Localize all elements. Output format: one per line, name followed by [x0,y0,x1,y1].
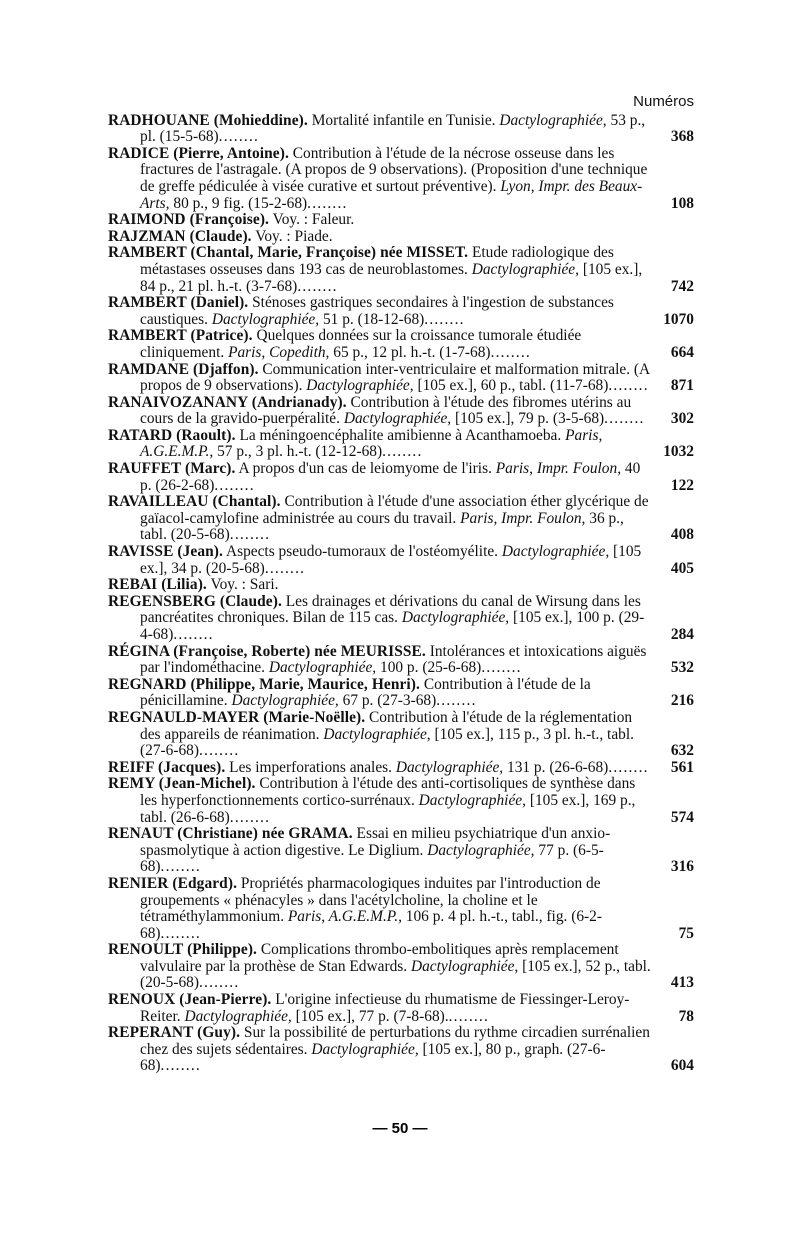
entry-title: Aspects pseudo-tumoraux de l'ostéomyélite. [225,543,499,561]
dot-leader: ........ [608,377,649,395]
entry-author: RENIER (Edgard). [108,874,238,892]
dot-leader: ........ [173,626,214,643]
index-entry [108,992,694,1025]
entry-details: [105 ex.], 84 p., 21 pl. h.-t. (3-7-68) [140,260,643,295]
entry-publisher: Dactylographiée, [410,957,519,975]
entry-title: Contribution à l'étude de la nécrose osseuse dans les fractures de l'astragale. (A propos de 9 observations). (Proposition d'une technique de greffe pédiculée à visée curative et surtout préventive). [140,144,648,195]
entry-publisher: Dactylographiée, [323,725,431,743]
entry-title: Contribution à l'étude de la réglementation des appareils de réanimation. [140,708,633,743]
entry-author: REGNARD (Philippe, Marie, Maurice, Henri). [108,675,420,693]
entry-number: 574 [670,808,694,826]
entry-title: Sur la possibilité de perturbations du rythme circadien surrénalien chez des sujets sédentaires. [140,1024,650,1058]
dot-leader: ........ [307,194,348,212]
entry-title: Mortalité infantile en Tunisie. [311,111,496,129]
dot-leader: ........ [608,758,649,776]
index-entry [108,295,694,328]
entry-number: 216 [670,692,694,710]
entry-title: Les drainages et dérivations du canal de Wirsung dans les pancréatites chroniques. Bilan de 115 cas. [140,592,641,627]
entry-title: Contribution à l'étude d'une association éther glycérique de gaïacol-camylofine administrée au cours du travail. [140,493,649,527]
dot-leader: ........ [264,559,306,577]
entry-number: 1032 [663,443,694,461]
index-entry [108,710,694,760]
index-entry [108,1025,694,1075]
entry-title: La méningoencéphalite amibienne à Acanthamoeba. [239,426,562,444]
index-entry [108,362,694,395]
dot-leader: ........ [436,692,477,710]
dot-leader: ........ [604,410,645,428]
entry-title: Voy. : Sari. [210,576,279,594]
entry-author: REGENSBERG (Claude). [108,592,282,610]
entry-author: RAJZMAN (Claude). [108,227,252,245]
entry-number: 122 [670,476,694,494]
entry-details: [105 ex.], 60 p., tabl. (11-7-68) [417,377,609,395]
entry-publisher: Dactylographiée, [211,310,320,328]
dot-leader: ........ [448,1007,490,1025]
index-entry [108,212,694,229]
index-entry [108,328,694,361]
entry-title: Les imperforations anales. [229,758,392,776]
entry-author: RÉGINA (Françoise, Roberte) née MEURISSE. [108,642,426,660]
dot-leader: ........ [229,526,271,544]
entry-details: 51 p. (18-12-68) [322,310,425,328]
dot-leader: ........ [382,443,423,461]
entry-author: REPERANT (Guy). [108,1024,241,1042]
entry-publisher: Dactylographiée, [306,377,414,395]
entry-number: 108 [670,194,694,212]
dot-leader: ........ [297,277,338,295]
entry-publisher: Dactylographiée, [499,111,607,129]
entry-author: RAUFFET (Marc). [108,460,236,478]
dot-leader: ........ [198,974,240,992]
dot-leader: ........ [198,742,240,760]
index-entry [108,113,694,146]
entry-details: [105 ex.], 100 p. (29-4-68) [140,609,645,643]
entry-list [108,113,694,1075]
index-entry [108,826,694,876]
dot-leader: ........ [424,310,465,328]
entry-number: 664 [670,343,694,361]
entry-title: Propriétés pharmacologiques induites par l'introduction de groupements « phénacyles » dans l'acétylcholine, la choline et le tétraméthylammonium. [140,874,601,926]
entry-author: RAMBERT (Patrice). [108,327,253,345]
entry-title: Voy. : Piade. [255,227,333,245]
entry-author: RAMBERT (Daniel). [108,294,249,312]
entry-publisher: Dactylographiée, [184,1007,292,1025]
entry-author: RANAIVOZANANY (Andrianady). [108,393,347,411]
entry-details: [105 ex.], 115 p., 3 pl. h.-t., tabl. (27-6-68) [140,725,634,760]
entry-publisher: Paris, A.G.E.M.P., [140,426,603,461]
entry-details: [105 ex.], 52 p., tabl. (20-5-68) [140,957,651,992]
index-entry [108,876,694,942]
entry-author: REMY (Jean-Michel). [108,775,256,793]
entry-details: [105 ex.], 79 p. (3-5-68) [455,410,605,428]
entry-details: 80 p., 9 fig. (15-2-68) [173,194,308,212]
entry-author: RAVAILLEAU (Chantal). [108,493,281,511]
entry-details: 65 p., 12 pl. h.-t. (1-7-68) [333,343,491,361]
dot-leader: ........ [160,858,201,876]
entry-number: 871 [670,377,694,395]
index-entry [108,577,694,594]
dot-leader: ........ [214,476,255,494]
index-entry [108,229,694,246]
entry-publisher: Lyon, Impr. des Beaux-Arts, [140,177,643,212]
entry-number: 368 [670,128,694,146]
entry-number: 316 [670,858,694,876]
entry-publisher: Dactylographiée, [471,260,579,278]
entry-number: 742 [670,277,694,295]
dot-leader: ........ [160,924,201,942]
entry-author: RAMDANE (Djaffon). [108,360,259,378]
entry-publisher: Dactylographiée, [311,1040,419,1058]
index-entry [108,644,694,677]
entry-number: 408 [670,526,694,544]
entry-details: 57 p., 3 pl. h.-t. (12-12-68) [217,443,383,461]
entry-title: A propos d'un cas de leiomyome de l'iris. [238,460,492,478]
entry-publisher: Dactylographiée, [343,410,452,428]
entry-title: Quelques données sur la croissance tumorale étudiée cliniquement. [140,327,582,361]
index-entry [108,146,694,212]
entry-publisher: Paris, Impr. Foulon, [460,509,586,527]
entry-details: 53 p., pl. (15-5-68) [140,111,646,146]
entry-title: Complications thrombo-embolitiques après remplacement valvulaire par la prothèse de Stan Edwards. [140,941,619,975]
entry-details: 131 p. (26-6-68) [507,758,609,776]
entry-publisher: Dactylographiée, [395,758,504,776]
index-entry [108,494,694,544]
entry-author: RAMBERT (Chantal, Marie, Françoise) née MISSET. [108,244,469,262]
entry-details: 40 p. (26-2-68) [140,460,641,494]
entry-title: Contribution à l'étude des fibromes utérins au cours de la gravido-puerpéralité. [140,393,632,428]
entry-title: Contribution à l'étude des anti-cortisoliques de synthèse dans les hyperfonctionnements cortico-surrénaux. [140,775,636,809]
entry-number: 75 [678,924,694,942]
entry-number: 632 [670,742,694,760]
entry-details: [105 ex.], 80 p., graph. (27-6-68) [140,1040,606,1075]
entry-title: L'origine infectieuse du rhumatisme de Fiessinger-Leroy-Reiter. [140,991,630,1025]
index-entry [108,594,694,644]
entry-publisher: Dactylographiée, [401,609,510,627]
entry-details: 67 p. (27-3-68) [342,692,437,710]
entry-title: Communication inter-ventriculaire et malformation mitrale. (A propos de 9 observations). [140,360,650,395]
entry-publisher: Dactylographiée, [268,659,377,677]
dot-leader: ........ [481,659,522,677]
entry-author: REGNAULD-MAYER (Marie-Noëlle). [108,708,366,726]
entry-number: 413 [670,974,694,992]
entry-number: 561 [670,758,694,776]
entry-details: [105 ex.], 77 p. (7-8-68). [295,1007,449,1025]
column-header-numeros: Numéros [633,93,694,110]
entry-title: Contribution à l'étude de la pénicillamine. [140,675,591,710]
entry-title: Etude radiologique des métastases osseuses dans 193 cas de neuroblastomes. [140,244,614,278]
entry-number: 405 [670,559,694,577]
entry-publisher: Dactylographiée, [427,841,535,859]
entry-publisher: Paris, Impr. Foulon, [495,460,622,478]
dot-leader: ........ [229,808,271,826]
index-entry [108,677,694,710]
entry-author: RAVISSE (Jean). [108,543,223,561]
entry-author: RAIMOND (Françoise). [108,211,270,229]
entry-publisher: Dactylographiée, [501,543,610,561]
entry-author: RENOULT (Philippe). [108,941,258,959]
document-page [108,94,694,1075]
index-entry [108,428,694,461]
entry-author: REIFF (Jacques). [108,758,226,776]
entry-details: [105 ex.], 34 p. (20-5-68) [140,543,642,577]
dot-leader: ........ [160,1057,201,1075]
index-entry [108,776,694,826]
entry-title: Voy. : Faleur. [272,211,355,229]
dot-leader: ........ [218,128,260,146]
entry-number: 302 [670,410,694,428]
entry-author: REBAI (Lilia). [108,576,207,594]
entry-details: [105 ex.], 169 p., tabl. (26-6-68) [140,791,636,826]
entry-author: RENAUT (Christiane) née GRAMA. [108,825,353,843]
entry-author: RATARD (Raoult). [108,426,236,444]
entry-title: Sténoses gastriques secondaires à l'ingestion de substances caustiques. [140,294,614,328]
entry-publisher: Paris, A.G.E.M.P., [287,908,402,926]
entry-title: Essai en milieu psychiatrique d'un anxio-spasmolytique à action digestive. Le Diglium. [140,825,611,859]
index-entry [108,942,694,992]
entry-publisher: Dactylographiée, [418,791,526,809]
entry-number: 604 [670,1057,694,1075]
entry-number: 284 [670,626,694,643]
entry-details: 100 p. (25-6-68) [380,659,482,677]
entry-number: 1070 [663,310,694,328]
index-entry [108,544,694,577]
entry-publisher: Paris, Copedith, [228,343,330,361]
entry-author: RENOUX (Jean-Pierre). [108,991,272,1009]
entry-number: 78 [678,1007,694,1025]
entry-details: 77 p. (6-5-68) [140,841,604,876]
entry-details: 106 p. 4 pl. h.-t., tabl., fig. (6-2-68) [140,908,602,942]
entry-number: 532 [670,659,694,677]
index-entry [108,461,694,494]
dot-leader: ........ [490,343,531,361]
entry-details: 36 p., tabl. (20-5-68) [140,509,624,544]
entry-title: Intolérances et intoxications aiguës par l'indométhacine. [140,642,647,677]
index-entry [108,760,694,777]
index-entry [108,395,694,428]
page-number: — 50 — [372,1120,428,1137]
entry-publisher: Dactylographiée, [231,692,339,710]
entry-author: RADICE (Pierre, Antoine). [108,144,289,162]
index-entry [108,245,694,295]
entry-author: RADHOUANE (Mohieddine). [108,111,308,129]
